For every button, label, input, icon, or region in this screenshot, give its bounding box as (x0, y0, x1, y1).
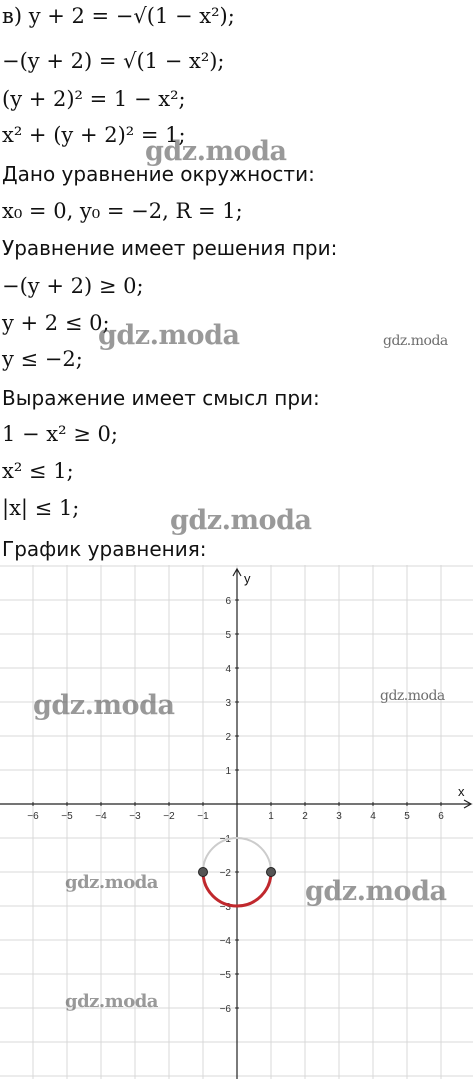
tick-labels (27, 596, 447, 1015)
condition-1: −(y + 2) ≥ 0; (2, 274, 144, 298)
circle-params: x₀ = 0, y₀ = −2, R = 1; (2, 199, 243, 223)
watermark: gdz.moda (65, 872, 158, 893)
y-tick-label: −4 (219, 936, 231, 947)
y-tick-label: −5 (219, 970, 231, 981)
y-tick-label: −2 (219, 868, 231, 879)
x-tick-label: −4 (95, 811, 107, 822)
condition-2: y + 2 ≤ 0; (2, 311, 110, 335)
circle-given-text: Дано уравнение окружности: (2, 162, 315, 186)
x-tick-label: −5 (61, 811, 73, 822)
y-tick-label: 2 (225, 732, 231, 743)
makes-sense-text: Выражение имеет смысл при: (2, 386, 320, 410)
watermark: gdz.moda (383, 333, 448, 349)
x-tick-label: −3 (129, 811, 141, 822)
watermark: gdz.moda (98, 320, 240, 351)
has-solutions-text: Уравнение имеет решения при: (2, 236, 338, 260)
x-tick-label: 1 (268, 811, 274, 822)
condition-4: 1 − x² ≥ 0; (2, 422, 118, 446)
y-tick-label: 4 (225, 664, 231, 675)
y-tick-label: 3 (225, 698, 231, 709)
x-tick-label: −6 (27, 811, 39, 822)
x-tick-label: 2 (302, 811, 308, 822)
y-axis-label: y (244, 571, 251, 586)
graph-title: График уравнения: (2, 537, 207, 561)
watermark: gdz.moda (145, 136, 287, 167)
y-tick-label: 5 (225, 630, 231, 641)
condition-3: y ≤ −2; (2, 347, 83, 371)
x-tick-label: −1 (197, 811, 209, 822)
x-tick-label: 5 (404, 811, 410, 822)
x-tick-label: 4 (370, 811, 376, 822)
watermark: gdz.moda (170, 505, 312, 536)
watermark: gdz.moda (33, 690, 175, 721)
equation-circle: x² + (y + 2)² = 1; (2, 123, 186, 147)
watermark: gdz.moda (65, 991, 158, 1012)
watermark: gdz.moda (380, 688, 445, 704)
y-tick-label: 6 (225, 596, 231, 607)
condition-6: |x| ≤ 1; (2, 496, 80, 520)
y-tick-label: −1 (219, 834, 231, 845)
x-axis-label: x (458, 784, 465, 799)
x-tick-label: 6 (438, 811, 444, 822)
y-tick-label: 1 (225, 766, 231, 777)
equation-negated: −(y + 2) = √(1 − x²); (2, 49, 225, 73)
watermark: gdz.moda (305, 876, 447, 907)
equation-main: в) y + 2 = −√(1 − x²); (2, 4, 235, 28)
endpoint-marker (199, 868, 208, 877)
y-tick-label: −6 (219, 1004, 231, 1015)
condition-5: x² ≤ 1; (2, 459, 74, 483)
x-tick-label: −2 (163, 811, 175, 822)
equation-squared: (y + 2)² = 1 − x²; (2, 87, 186, 111)
x-tick-label: 3 (336, 811, 342, 822)
endpoint-marker (267, 868, 276, 877)
y-tick-label: −3 (219, 902, 231, 913)
